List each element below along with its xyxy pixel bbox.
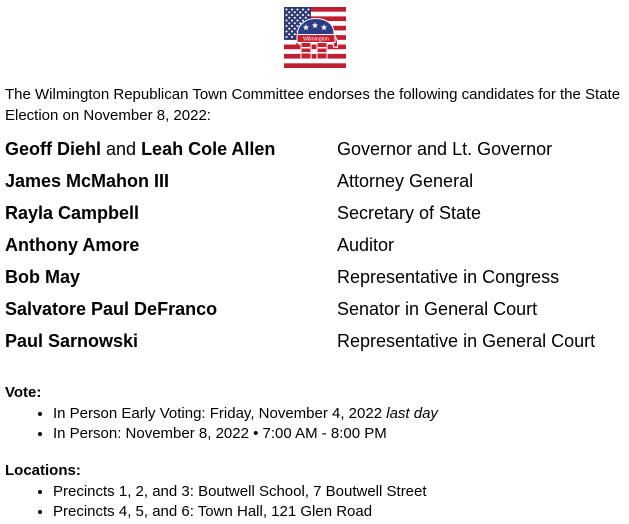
- candidate-office: Governor and Lt. Governor: [337, 139, 553, 159]
- vote-heading: Vote:: [5, 384, 42, 401]
- candidate-office: Attorney General: [337, 171, 474, 191]
- location-item: • Precincts 4, 5, and 6: Town Hall, 121 Glen Road: [53, 502, 629, 522]
- candidate-row: [0, 203, 629, 235]
- candidate-name: Paul Sarnowski: [5, 331, 139, 351]
- candidate-row: [0, 171, 629, 203]
- candidate-office: Auditor: [337, 235, 395, 255]
- candidate-office: Secretary of State: [337, 203, 482, 223]
- candidate-office: Senator in General Court: [337, 299, 538, 319]
- candidate-office: Representative in Congress: [337, 267, 560, 287]
- candidate-row: [0, 235, 629, 267]
- candidate-name: James McMahon III: [5, 171, 170, 191]
- logo-banner-text: Wilmington: [302, 36, 329, 43]
- candidate-row: [0, 299, 629, 331]
- candidate-row: [0, 139, 629, 171]
- flag-elephant-icon: [284, 7, 346, 68]
- candidate-row: [0, 267, 629, 299]
- candidate-name: Geoff Diehl and Leah Cole Allen: [5, 139, 276, 159]
- candidate-name: Salvatore Paul DeFranco: [5, 299, 218, 319]
- candidate-row: [0, 331, 629, 363]
- locations-list: [0, 482, 629, 522]
- committee-logo: [0, 0, 629, 68]
- candidate-name: Anthony Amore: [5, 235, 140, 255]
- vote-list: [0, 404, 629, 444]
- vote-item: • In Person: November 8, 2022 • 7:00 AM - 8:00 PM: [53, 424, 629, 444]
- candidate-list: [0, 139, 629, 363]
- vote-item: • In Person Early Voting: Friday, November 4, 2022 last day: [53, 404, 629, 424]
- candidate-office: Representative in General Court: [337, 331, 596, 351]
- candidate-name: Bob May: [5, 267, 81, 287]
- vote-section: [0, 384, 629, 444]
- intro-text: The Wilmington Republican Town Committee endorses the following candidates for the State Election on November 8, 2022:: [5, 86, 621, 124]
- locations-section: [0, 462, 629, 522]
- location-item: • Precincts 1, 2, and 3: Boutwell School, 7 Boutwell Street: [53, 482, 629, 502]
- candidate-name: Rayla Campbell: [5, 203, 140, 223]
- locations-heading: Locations:: [5, 462, 81, 479]
